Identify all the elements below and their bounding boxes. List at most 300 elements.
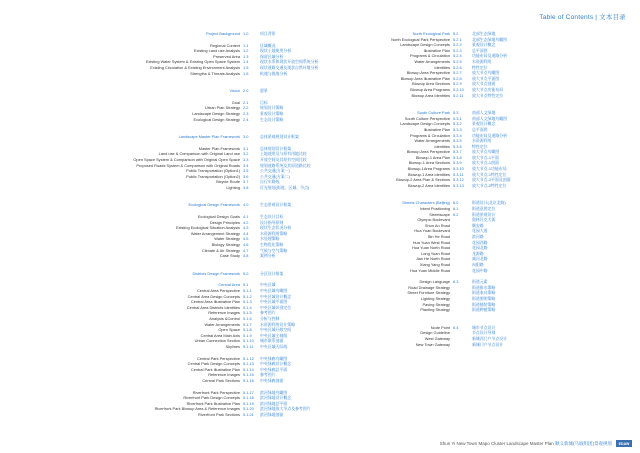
toc-entry-number: 5.1.2 [243,293,252,299]
toc-entry-title-zh: 街道家具策略 [472,290,496,296]
toc-entry-title-zh: 减河北路 [472,256,488,262]
toc-entry-title-en: Blowup Area Perspective [406,149,450,155]
toc-entry-title-zh: 现状生态状况分析 [260,225,292,231]
toc-entry-title-zh: 中央绿廊剖面 [260,377,284,383]
toc-entry-number: 3.8 [243,184,249,190]
toc-entry-title-zh: 现状土地使用分析 [260,48,292,54]
toc-entry-number: 5.2.9 [453,81,462,87]
footer-title [440,441,612,447]
toc-entry-title-zh: 灯光规划(街道、区域、节点) [260,184,310,190]
toc-entry-number: 4.4 [243,230,249,236]
toc-entry-title-en: Landscape Design Concepts [400,121,450,127]
toc-entry-title-en: South Culture Park [417,110,450,116]
footer-title-zh: 顺义新城(马坡组团)景观规划 [555,441,612,446]
toc-entry-number: 5.1.13 [243,361,254,367]
toc-entry-number: 5.1.12 [243,355,254,361]
toc-entry-title-en: Bicycle Route [216,179,240,185]
toc-entry-title-zh: 总体规划设计框架 [260,145,292,151]
toc-entry-title-zh: 放大节点-2特性定位 [472,182,507,188]
toc-entry-title-zh: 水资源利用 [472,138,492,144]
toc-entry-title-en: North Ecological Park Perspective [391,36,450,42]
toc-entry-number: 3.7 [243,179,249,185]
footer [0,438,640,447]
toc-entry-title-zh: 南部人文绿地鸟瞰图 [472,115,508,121]
toc-entry-title-zh: 街道景观设计 [472,211,496,217]
toc-entry-title-zh: 街道意图定位 [472,206,496,212]
toc-entry-title-zh: 放大节点剖面 [472,81,496,87]
toc-entry-title-zh: 滨河绿地放大节点及参考图片 [260,406,311,412]
toc-entry-number: 2.2 [243,105,249,111]
toc-entry-number: 5.1.5 [243,310,252,316]
toc-entry-title-zh: 特性定位 [472,143,488,149]
toc-entry-title-en: Road Drainage Strategy [408,284,450,290]
toc-entry-title-en: Central Park Design Concepts [187,361,240,367]
toc-entry-title-en: Reference Images [208,372,240,378]
toc-entry-title-zh: 生态景观设计框架 [260,202,292,208]
toc-entry-number: 5.1.7 [243,321,252,327]
toc-entry-title-en: Public Transportation (Option2) [186,173,240,179]
toc-entry-title-zh: 景观设计概念 [472,42,496,48]
toc-entry-title-en: Vision [229,88,240,94]
toc-entry-number: 1.5 [243,64,249,70]
toc-entry-title-zh: 滨河绿地总平面 [260,400,288,406]
toc-entry-title-zh: 放大节点平面图 [472,75,500,81]
toc-entry-title-zh: 中央区域 [260,282,276,288]
toc-entry-title-en: Lighting [226,184,240,190]
toc-entry-title-zh: 城市联系剖面 [260,338,284,344]
toc-entry-title-zh: 参考图片 [260,372,276,378]
toc-entry-title-en: Blowup-1Area Programs [407,166,450,172]
toc-entry-title-en: South Culture Perspective [404,115,450,121]
toc-entry-title-zh: 开放空间及其原有空间比较 [260,156,307,162]
toc-entry-number: 5.1.15 [243,372,254,378]
toc-entry-title-en: Shun An Road [424,222,450,228]
toc-entry-number: 6.4 [453,324,459,330]
toc-entry-number: 5.1.1 [243,288,252,293]
toc-entry-title-en: Landscape Design Concepts [400,42,450,48]
toc-entry-number: 1.3 [243,53,249,59]
footer-title-en: Shun Yi New Town Mapo Cluster Landscape Master Plan [439,441,554,446]
toc-entry-title-en: Hua Yuan North Road [412,245,450,251]
toc-entry-title-en: Identities [434,143,450,149]
edaw-logo: EDAW [616,440,632,447]
toc-entry-title-en: Water Arrangements [204,321,240,327]
toc-entry-title-zh: 生态设计策略 [260,116,284,122]
toc-entry-title-zh: 节点设计导则 [472,330,496,336]
toc-entry-title-zh: 花园大道 [472,228,488,234]
toc-entry-title-zh: 花园中路 [472,267,488,273]
toc-entry-title-en: Existing Ecological Situation Analysis [175,225,240,231]
toc-entry-title-zh: 滨河绿地鸟瞰图 [260,389,288,395]
toc-entry-title-zh: 放大节点-1特性定位 [472,171,507,177]
toc-entry-title-zh: 水资源利用策略 [260,230,288,236]
toc-entry-title-en: Climate & Air Strategy [201,247,240,253]
toc-entry-title-zh: 中央区域识别定位 [260,304,292,310]
toc-entry-title-en: Illustrative Plan [423,47,450,53]
toc-entry-title-en: Blowup-1 Area Sections [408,160,450,166]
toc-entry-title-zh: 中央绿廊总平面 [260,366,288,372]
toc-entry-title-zh: 景观设计概念 [472,121,496,127]
toc-entry-title-zh: 街道照明策略 [472,295,496,301]
toc-entry-number: 5.2.4 [453,53,462,59]
toc-entry-title-zh: 街道排水策略 [472,284,496,290]
toc-entry-title-en: Jian He North Road [415,256,450,262]
toc-entry-title-en: Project Background [206,31,240,36]
toc-entry-number: 5.3.11 [453,171,464,177]
toc-entry-title-zh: 气候与空气策略 [260,247,288,253]
toc-entry-title-en: Central Park Sections [202,377,240,383]
toc-entry-title-en: Streets Characters (Beijing) [402,200,450,206]
toc-entry-number: 3.6 [243,173,249,179]
toc-entry-number: 5.1.17 [243,389,254,395]
toc-entry-title-zh: 机遇与挑战分析 [260,70,288,76]
toc-entry-number: 4.3 [243,225,249,231]
toc-entry-title-zh: 功能布局及道路分析 [472,53,508,59]
toc-entry-title-en: West Gateway [424,335,450,341]
toc-entry-title-zh: 奥林匹克大街 [472,217,496,223]
toc-entry-title-en: Analysis &Control [209,315,240,321]
toc-entry-number: 5.0 [243,270,249,276]
toc-entry-number: 5.1 [243,282,249,288]
toc-entry-title-en: North Ecological Park [412,31,450,36]
toc-entry-number: 5.2.8 [453,75,462,81]
toc-entry-title-en: Design Principles [209,219,240,225]
toc-entry-title-en: Ecological Design Framework [188,202,240,208]
toc-entry-title-zh: 区域概况 [260,42,276,48]
toc-entry-title-en: Blowup Area Sections [412,81,450,87]
toc-entry-title-zh: 顺安路 [472,222,484,228]
toc-entry-title-en: Blowup-1 Area Plan [415,154,450,160]
toc-entry-title-zh: 现状道路交通及现状自然环境分析 [260,64,319,70]
toc-entry-number: 6.0 [453,200,459,206]
toc-entry-title-en: Existing Circulation & Existing Environment Analysis [150,64,240,70]
toc-entry-title-zh: 放大节点功能布局 [472,86,504,92]
toc-entry-title-en: Skylines [225,343,240,349]
toc-entry-title-zh: 愿景 [260,88,268,94]
toc-entry-number: 2.4 [243,116,249,122]
toc-entry-title-en: Lighting Strategy [420,295,450,301]
toc-entry-title-en: Olympic Boulevard [417,217,450,223]
toc-entry-number: 5.2.6 [453,64,462,70]
page-title: Table of Contents | 文本目录 [539,14,626,21]
toc-entry-title-zh: 分析与控制 [260,315,280,321]
toc-entry-number: 3.5 [243,168,249,174]
toc-entry-title-zh: 规划道路系统及其原道路比较 [260,162,311,168]
toc-entry-number: 2.1 [243,99,249,105]
toc-entry-title-en: Blowup Area Identities [411,92,450,98]
toc-entry-number: 4.5 [243,236,249,242]
toc-entry-title-en: Landscape Master Plan Framework [178,134,240,140]
toc-entry-title-en: Blowup-1 Area Identities [408,171,450,177]
toc-entry-number: 5.3.2 [453,121,462,127]
toc-entry-title-zh: 街道种植策略 [472,307,496,313]
toc-entry-title-zh: 参考图片 [260,310,276,316]
toc-entry-title-zh: 规划设计策略 [260,105,284,111]
toc-right-column [0,31,510,347]
toc-entry-number: 5.3.5 [453,138,462,144]
toc-entry-title-en: Programs & Circulation [409,132,450,138]
toc-entry-title-en: Identities [434,64,450,70]
toc-entry [0,268,510,274]
toc-entry-title-zh: 分区设计框架 [260,270,284,276]
toc-entry-title-zh: 水资源利用 [472,58,492,64]
toc-entry-title-zh: 花园北路 [472,245,488,251]
toc-entry-title-en: Riverfront Park Illustrative Plan [186,400,240,406]
toc-entry-title-zh: 公共交通(方案二) [260,173,290,179]
toc-entry-title-en: Blowup-2 Area Plan & Sections [396,177,450,183]
toc-entry-title-zh: 保留区域分析 [260,53,284,59]
toc-entry-title-zh: 景观设计策略 [260,110,284,116]
toc-entry-number: 3.1 [243,145,249,151]
toc-entry-number: 1.6 [243,70,249,76]
toc-entry-title-zh: 放大节点-1剖面 [472,160,499,166]
toc-entry-title-en: Riverfront Park Blowup Area & Reference Images [154,406,240,412]
toc-entry-number: 5.1.21 [243,411,254,417]
toc-entry-title-en: Riverfront Park Design Concepts [183,395,240,401]
toc-entry-title-en: Master Plan Framework [198,145,240,151]
toc-entry-number: 6.1 [453,206,459,212]
toc-entry-title-en: New Town Gateway [415,341,450,347]
toc-entry-title-en: Central Park Illustrative Plan [190,366,240,372]
toc-entry-number: 3.2 [243,151,249,157]
toc-entry-title-zh: 街道设计(北京北路) [472,200,506,206]
toc-entry-title-en: Blowup Area Programs [410,86,450,92]
toc-entry-number: 5.1.4 [243,304,252,310]
toc-entry-title-zh: 滨河绿地剖面 [260,411,284,417]
toc-entry-number: 5.2.2 [453,42,462,48]
toc-entry-number: 4.7 [243,247,249,253]
toc-entry [0,378,318,384]
toc-entry-title-en: Urban Plan Strategy [204,105,240,111]
toc-entry-number: 3.0 [243,134,249,140]
toc-entry-title-zh: 放大节点鸟瞰图 [472,70,500,76]
toc-entry [0,342,510,348]
toc-entry-number: 5.1.11 [243,343,254,349]
toc-entry-title-en: Ecological Design Strategy [193,116,240,122]
toc-entry-title-en: Central Area [218,282,240,288]
toc-entry-title-zh: 中央绿廊设计概念 [260,361,292,367]
toc-entry-number: 1.1 [243,42,249,48]
toc-entry-number: 5.2.11 [453,92,464,98]
toc-entry-title-zh: 街道元素 [472,279,488,285]
toc-entry-number: 5.1.19 [243,400,254,406]
toc-entry-title-en: Bin He Road [427,234,450,239]
toc-entry-number: 5.1.14 [243,366,254,372]
toc-entry-title-zh: 南部人文绿地 [472,110,496,116]
toc-entry-title-en: Central Area Main Axis [200,332,240,338]
toc-entry-title-zh: 中央绿廊鸟瞰图 [260,355,288,361]
toc-entry-title-zh: 街道铺装策略 [472,301,496,307]
toc-entry-title-zh: 总平面图 [472,47,488,53]
toc-entry-number: 2.0 [243,88,249,94]
toc-entry-title-en: Riverfront Park Perspective [192,389,240,395]
toc-entry-title-en: Node Point [430,324,450,330]
toc-entry-title-en: Paving Strategy [422,301,450,307]
toc-entry-number: 4.0 [243,202,249,208]
toc-entry-number: 5.1.8 [243,327,252,333]
toc-entry-title-zh: 放大节点-2平面及剖面 [472,177,511,183]
toc-entry-title-zh: 水处理策略 [260,236,280,242]
toc-entry [0,412,318,418]
toc-entry-title-en: Planting Strategy [420,307,450,313]
toc-entry-number: 5.3.12 [453,177,464,183]
toc-entry-number: 5.3.13 [453,182,464,188]
toc-entry-title-zh: 功能布局及道路分析 [472,132,508,138]
toc-entry-title-en: Existing Water System & Existing Open Space System [145,59,240,65]
toc-entry-number: 5.1.3 [243,299,252,305]
toc-entry-title-zh: 新城西门户节点设计 [472,335,508,341]
toc-entry-number: 3.4 [243,162,249,168]
toc-entry-title-zh: 生物优化策略 [260,242,284,248]
toc-entry-title-en: Central Area Illustrative Plan [190,299,240,305]
toc-entry-title-en: Hua Yuan West Road [412,239,450,245]
toc-entry-title-zh: 公共交通(方案一) [260,168,290,174]
toc-entry-title-en: Intent Positioning [420,206,450,212]
toc-entry-number: 5.1.9 [243,332,252,338]
toc-entry-title-zh: 总平面图 [472,126,488,132]
toc-entry-number: 5.2.10 [453,86,464,92]
toc-entry-title-zh: 城市节点设计 [472,324,496,330]
toc-entry-title-en: Blowup-2 Area Identities [408,182,450,188]
toc-entry-title-en: Reference Images [208,310,240,316]
toc-entry-title-zh: 花园西路 [472,239,488,245]
toc-entry-number: 5.3.3 [453,126,462,132]
toc-entry-title-zh: 自行车路线 [260,179,280,185]
toc-entry-title-zh: 中央区域平面图 [260,299,288,305]
toc-entry-title-en: Xiang Yang Road [419,261,450,267]
toc-entry-number: 1.0 [243,31,249,36]
toc-entry-title-en: Goal [231,99,240,105]
toc-entry-number: 5.3.6 [453,143,462,149]
toc-entry-title-en: Illustrative Plan [423,126,450,132]
toc-entry-title-zh: 设计指导原则 [260,219,284,225]
toc-entry-title-en: Open Space System & Comparison with Original Open Space [133,156,240,162]
toc-entry-title-en: Preserved Area [213,53,240,59]
toc-entry-title-zh: 中央区域鸟瞰图 [260,288,288,293]
toc-entry-title-zh: 放大节点鸟瞰图 [472,149,500,155]
toc-entry [0,183,510,189]
toc-entry-title-en: Districts Design Framework [192,270,240,276]
toc-entry-title-en: Riverfront Park Sections [198,411,240,417]
toc-entry-title-zh: 放大节点-1平面 [472,154,499,160]
toc-entry-title-zh: 滨河绿地设计概念 [260,395,292,401]
toc-entry-title-zh: 放大节点-1功能布局 [472,166,507,172]
toc-entry-number: 5.3.7 [453,149,462,155]
toc-entry-title-en: Biology Strategy [211,242,240,248]
toc-entry-number: 5.2.3 [453,47,462,53]
toc-entry-title-en: Central Park Perspective [196,355,240,361]
toc-entry-number: 5.1.6 [243,315,252,321]
toc-entry-title-en: Existing Land use Analysis [193,48,240,54]
toc-entry-title-en: Central Area Design Concepts [187,293,240,299]
toc-entry [0,93,510,99]
toc-entry-title-en: Long Yuan Road [421,250,450,256]
toc-entry-number: 5.1.16 [243,377,254,383]
toc-entry-number: 1.4 [243,59,249,65]
toc-entry-number: 6.3 [453,279,459,285]
toc-entry-title-zh: 总体景观规划设计框架 [260,134,299,140]
toc-entry-title-en: Central Area Perspective [196,288,240,293]
toc-entry-title-zh: 目标 [260,99,268,105]
toc-entry-title-en: Case Study [219,253,240,259]
toc-entry-title-zh: 滨河路 [472,234,484,239]
toc-entry-title-zh: 中央区域开敞空间 [260,327,292,333]
toc-entry-title-zh: 项目背景 [260,31,276,36]
toc-entry-title-zh: 现状水系和现状开放空间系统分析 [260,59,319,65]
toc-entry-title-en: Design Language [419,279,450,285]
toc-entry-title-zh: 水资源利用设计策略 [260,321,296,327]
toc-entry-title-en: Design Guideline [420,330,450,336]
toc-entry-title-en: Blowup Area Illustrative Plan [400,75,450,81]
toc-entry-title-en: Public Transportation (Option1) [186,168,240,174]
toc-entry-number: 1.2 [243,48,249,54]
toc-entry-title-zh: 案例分析 [260,253,276,259]
toc-entry-title-en: Central Area Districts Identities [186,304,240,310]
toc-entry-title-en: Water Arrangements [414,138,450,144]
toc-entry-title-en: Streetscape [429,211,450,217]
toc-entry-title-en: Water Arrangement Strategy [190,230,240,236]
toc-entry-number: 5.3 [453,110,459,116]
toc-entry-title-en: Street Furniture Strategy [407,290,450,296]
toc-entry-title-zh: 特性定位 [472,64,488,70]
toc-entry-title-zh: 北部生态绿地 [472,31,496,36]
toc-entry-title-zh: 向阳路 [472,261,484,267]
toc-entry-number: 3.3 [243,156,249,162]
toc-entry-title-en: Hua Yuan Boulevard [414,228,450,234]
toc-entry-title-en: Regional Context [210,42,240,48]
toc-entry-number: 5.1.18 [243,395,254,401]
toc-entry-title-en: Open Space [218,327,240,333]
toc-entry-number: 4.2 [243,219,249,225]
toc-entry-title-zh: 生态设计目标 [260,214,284,220]
toc-entry-title-en: Programs & Circulation [409,53,450,59]
toc-entry-number: 5.3.4 [453,132,462,138]
toc-entry-number: 5.2.5 [453,58,462,64]
toc-entry-title-en: Ecological Design Goals [197,214,240,220]
toc-entry-number: 5.2.1 [453,36,462,42]
toc-entry-title-en: Urban Connection Section [194,338,240,344]
toc-entry-title-en: Strengths & Threats Analysis [190,70,240,76]
toc-entry-number: 5.3.8 [453,154,462,160]
toc-entry-title-en: Hua Yuan Middle Road [410,267,450,273]
toc-entry-title-zh: 龙源路 [472,250,484,256]
toc-entry-title-zh: 放大节点特性定位 [472,92,504,98]
toc-entry-title-zh: 北部生态绿地鸟瞰图 [472,36,508,42]
toc-entry-number: 5.1.20 [243,406,254,412]
toc-entry-number: 5.2 [453,31,459,36]
toc-entry-number: 5.3.1 [453,115,462,121]
toc-entry-number: 6.2 [453,211,459,217]
toc-entry-title-zh: 土地使用及与原有用地比较 [260,151,307,157]
toc-entry-title-zh: 新城门户节点设计 [472,341,504,347]
toc-entry-title-en: Water Arrangements [414,58,450,64]
toc-entry-title-en: Proposed Roads System & Comparison with Original Roads [136,162,240,168]
toc-entry-number: 4.8 [243,253,249,259]
toc-entry-number: 4.1 [243,214,249,220]
toc-entry-title-en: Water Strategy [214,236,240,242]
toc-entry-title-zh: 中央区域天际线 [260,343,288,349]
toc-entry-title-en: Blowup Area Perspective [406,70,450,76]
toc-entry-title-en: Landscape Design Strategy [192,110,240,116]
toc-entry-title-zh: 中央区域主轴线 [260,332,288,338]
toc-entry-title-zh: 中央区域设计概念 [260,293,292,299]
toc-entry-number: 5.2.7 [453,70,462,76]
toc-entry-number: 5.1.10 [243,338,254,344]
toc-entry-number: 4.6 [243,242,249,248]
toc-entry-title-en: Land use & Comparison with Original Land use [158,151,240,157]
toc-entry-number: 5.3.9 [453,160,462,166]
toc-entry-number: 5.3.10 [453,166,464,172]
